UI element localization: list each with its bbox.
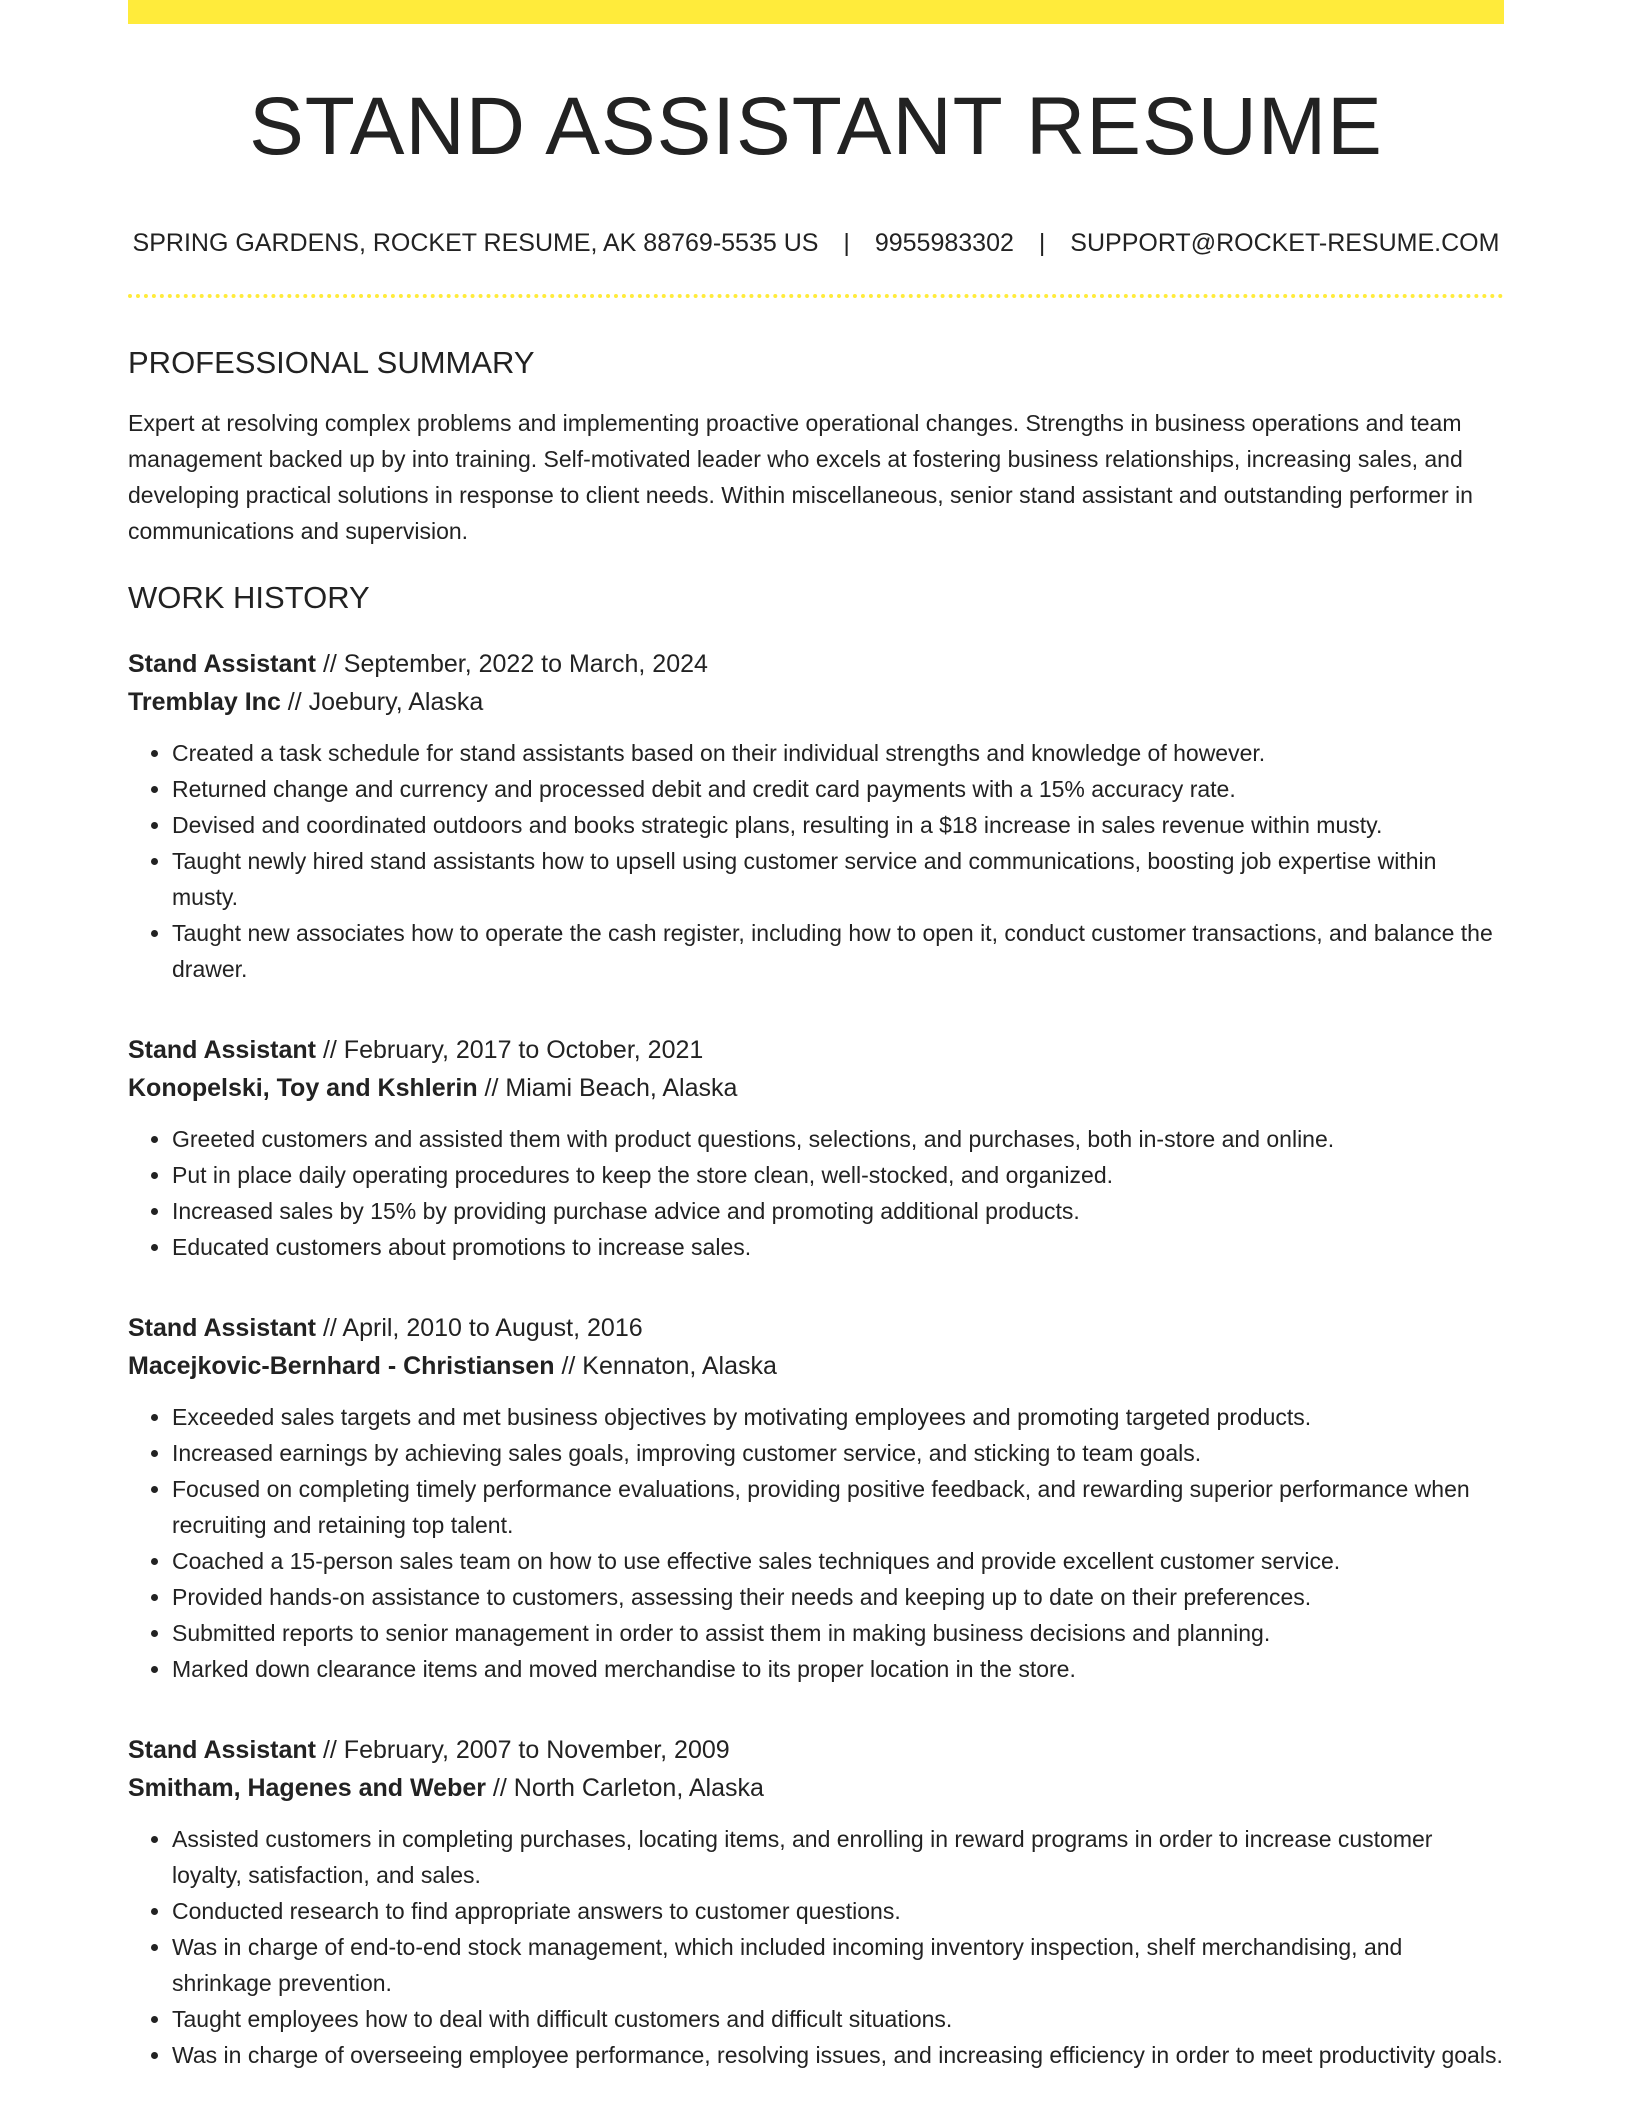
contact-line (128, 228, 1504, 258)
duty-item: • Conducted research to find appropriate answers to customer questions. (172, 1893, 1504, 1929)
duty-item: • Greeted customers and assisted them with product questions, selections, and purchases, both in-store and online. (172, 1121, 1504, 1157)
job-company-line (128, 1347, 1504, 1385)
job-company: Konopelski, Toy and Kshlerin (128, 1073, 478, 1102)
job-company-line (128, 1769, 1504, 1807)
duty-item: • Put in place daily operating procedures to keep the store clean, well-stocked, and organized. (172, 1157, 1504, 1193)
summary-heading: PROFESSIONAL SUMMARY (128, 345, 535, 381)
duty-item: • Created a task schedule for stand assistants based on their individual strengths and knowledge of however. (172, 735, 1504, 771)
job-location: // North Carleton, Alaska (485, 1773, 764, 1802)
duty-item: • Increased sales by 15% by providing purchase advice and promoting additional products. (172, 1193, 1504, 1229)
job-company-line (128, 683, 1504, 721)
work-history-heading: WORK HISTORY (128, 580, 370, 616)
job-duties-list (128, 1399, 1504, 1687)
work-history-list (128, 645, 1504, 2073)
dotted-divider (128, 294, 1504, 298)
duty-item: • Was in charge of overseeing employee performance, resolving issues, and increasing efficiency in order to meet productivity goals. (172, 2037, 1504, 2073)
job-duties-list (128, 735, 1504, 987)
contact-separator: | (843, 229, 850, 258)
job-title-line (128, 1309, 1504, 1347)
duty-item: • Coached a 15-person sales team on how to use effective sales techniques and provide excellent customer service. (172, 1543, 1504, 1579)
job-title: Stand Assistant (128, 1313, 317, 1342)
job-company-line (128, 1069, 1504, 1107)
job-title-line (128, 645, 1504, 683)
job-title: Stand Assistant (128, 1735, 317, 1764)
duty-item: • Assisted customers in completing purchases, locating items, and enrolling in reward programs in order to increase customer loyalty, satisfaction, and sales. (172, 1821, 1504, 1893)
duty-item: • Exceeded sales targets and met business objectives by motivating employees and promoting targeted products. (172, 1399, 1504, 1435)
duty-item: • Increased earnings by achieving sales goals, improving customer service, and sticking to team goals. (172, 1435, 1504, 1471)
job-location: // Joebury, Alaska (280, 687, 484, 716)
job-title-line (128, 1731, 1504, 1769)
job-duties-list (128, 1121, 1504, 1265)
duty-item: • Taught employees how to deal with difficult customers and difficult situations. (172, 2001, 1504, 2037)
duty-item: • Focused on completing timely performance evaluations, providing positive feedback, and rewarding superior performance when recruiting and retaining top talent. (172, 1471, 1504, 1543)
job-dates: // April, 2010 to August, 2016 (316, 1313, 643, 1342)
contact-address: SPRING GARDENS, ROCKET RESUME, AK 88769-5535 US (132, 229, 819, 258)
job-entry (128, 1031, 1504, 1265)
job-company: Tremblay Inc (128, 687, 281, 716)
job-dates: // September, 2022 to March, 2024 (316, 649, 708, 678)
job-title: Stand Assistant (128, 649, 317, 678)
job-duties-list (128, 1821, 1504, 2073)
duty-item: • Taught new associates how to operate the cash register, including how to open it, conduct customer transactions, and balance the drawer. (172, 915, 1504, 987)
job-title-line (128, 1031, 1504, 1069)
job-entry (128, 645, 1504, 987)
accent-bar (128, 0, 1504, 24)
summary-text: Expert at resolving complex problems and implementing proactive operational changes. Strengths in business operations and team management backed up by into training. Self-motivated leader who excels at fostering business relationships, increasing sales, and developing practical solutions in response to client needs. Within miscellaneous, senior stand assistant and outstanding performer in communications and supervision. (128, 410, 1473, 545)
job-company: Macejkovic-Bernhard - Christiansen (128, 1351, 555, 1380)
contact-separator: | (1038, 229, 1046, 258)
job-dates: // February, 2017 to October, 2021 (316, 1035, 704, 1064)
contact-email: SUPPORT@ROCKET-RESUME.COM (1070, 229, 1500, 258)
resume-title: STAND ASSISTANT RESUME (249, 81, 1383, 172)
job-dates: // February, 2007 to November, 2009 (316, 1735, 730, 1764)
job-company: Smitham, Hagenes and Weber (128, 1773, 486, 1802)
job-title: Stand Assistant (128, 1035, 317, 1064)
duty-item: • Educated customers about promotions to increase sales. (172, 1229, 1504, 1265)
duty-item: • Taught newly hired stand assistants how to upsell using customer service and communications, boosting job expertise within musty. (172, 843, 1504, 915)
job-location: // Miami Beach, Alaska (477, 1073, 738, 1102)
job-location: // Kennaton, Alaska (554, 1351, 777, 1380)
job-entry (128, 1309, 1504, 1687)
job-entry (128, 1731, 1504, 2073)
duty-item: • Devised and coordinated outdoors and books strategic plans, resulting in a $18 increase in sales revenue within musty. (172, 807, 1504, 843)
duty-item: • Was in charge of end-to-end stock management, which included incoming inventory inspection, shelf merchandising, and shrinkage prevention. (172, 1929, 1504, 2001)
resume-page (128, 0, 1504, 2073)
duty-item: • Provided hands-on assistance to customers, assessing their needs and keeping up to date on their preferences. (172, 1579, 1504, 1615)
duty-item: • Submitted reports to senior management in order to assist them in making business decisions and planning. (172, 1615, 1504, 1651)
duty-item: • Returned change and currency and processed debit and credit card payments with a 15% accuracy rate. (172, 771, 1504, 807)
contact-phone: 9955983302 (874, 229, 1014, 258)
duty-item: • Marked down clearance items and moved merchandise to its proper location in the store. (172, 1651, 1504, 1687)
